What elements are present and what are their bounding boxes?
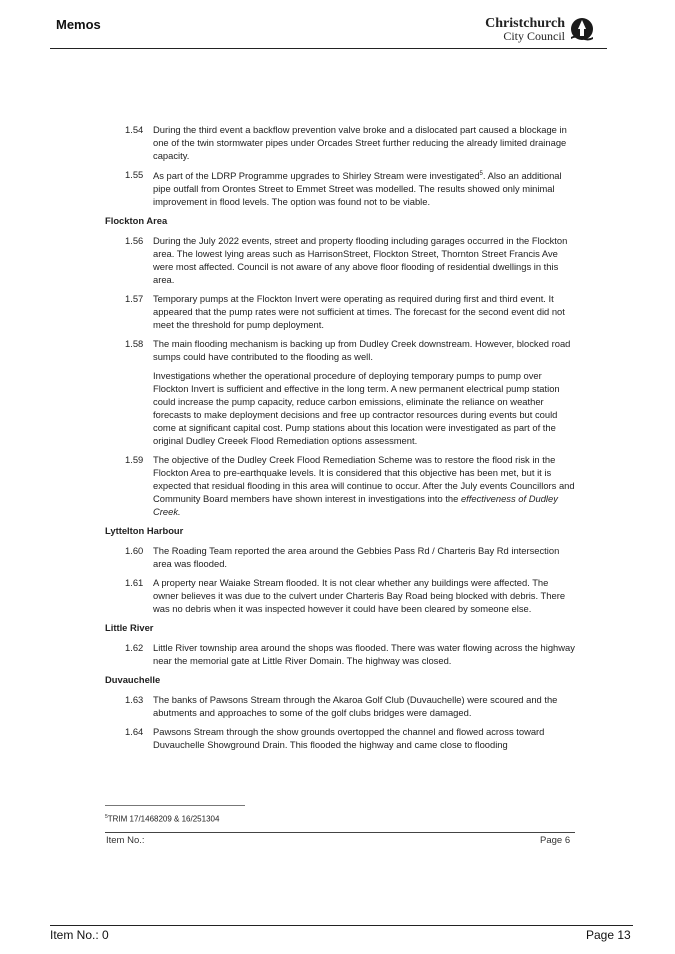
paragraph-number: 1.56 [125,235,144,247]
paragraph-number: 1.61 [125,577,144,589]
paragraph-text: A property near Waiake Stream flooded. It is not clear whether any buildings were affected. The owner believes it was due to the culvert under Charteris Bay Road being blocked with debris. There was no debris when it was inspected however it could have been cleared by someone else. [153,577,566,615]
paragraph-1-63 [105,693,575,719]
paragraph-1-58-continuation: Investigations whether the operational procedure of deploying temporary pumps to pump over Flockton Invert is sufficient and effective in the long term. A new permanent electrical pump station could increase the pump capacity, reduce carbon emissions, eliminate the reliance on weather forecasts to make deployment decisions and free up contractor resources during events but could come at significant capital cost. Pump stations about this location were investigated as part of the original Dudley Creeek Flood Remediation options assessment. [153,370,560,447]
paragraph-number: 1.60 [125,545,144,557]
section-heading-little-river: Little River [105,622,154,634]
paragraph-1-54 [105,123,575,162]
paragraph-text: Little River township area around the shops was flooded. There was water flowing across the highway near the memorial gate at Little River Domain. The highway was closed. [153,642,575,667]
paragraph-text: During the July 2022 events, street and property flooding including garages occurred in the Flockton area. The lowest lying areas such as HarrisonStreet, Flockton Street, Thornton Street Francis Ave were most affected. Council is not aware of any above floor flooding of residential dwellings in this area. [153,235,568,286]
paragraph-1-64 [105,725,575,751]
footer-item-number: Item No.: 0 [50,928,109,942]
footnote-mark: 5 [105,814,108,820]
section-heading-flockton: Flockton Area [105,215,168,227]
logo-line-2: City Council [503,29,565,43]
paragraph-number: 1.55 [125,169,144,180]
paragraph-text: The Roading Team reported the area around the Gebbies Pass Rd / Charteris Bay Rd intersection area was flooded. [153,545,560,570]
inner-footer-divider [105,832,575,833]
inner-item-number: Item No.: [106,835,145,846]
paragraph-text: The main flooding mechanism is backing up from Dudley Creek downstream. However, blocked road sumps could have contributed to the flooding as well. [153,338,571,363]
paragraph-text: During the third event a backflow prevention valve broke and a dislocated part caused a blockage in one of the twin stormwater pipes under Orcades Street further reducing the already limited drainage capacity. [153,124,567,161]
paragraph-text: Pawsons Stream through the show grounds overtopped the channel and flowed across toward Duvauchelle Showground Drain. This flooded the highway and came close to flooding [153,726,545,751]
paragraph-1-56 [105,234,575,286]
inner-page-number: Page 6 [540,835,571,846]
paragraph-number: 1.57 [125,293,144,305]
paragraph-1-60 [105,544,575,570]
logo-line-1: Christchurch [485,16,565,31]
paragraph-number: 1.63 [125,694,144,706]
footnote-reference: 5 [479,171,483,177]
paragraph-text-part: As part of the LDRP Programme upgrades to Shirley Stream were investigated [153,170,480,182]
paragraph-1-58 [105,337,575,363]
memo-body [105,123,575,757]
footer-divider [50,925,633,926]
paragraph-number: 1.64 [125,726,144,738]
paragraph-1-62 [105,641,575,667]
footnote-text: TRIM 17/1468209 & 16/251304 [107,814,220,824]
paragraph-number: 1.62 [125,642,144,654]
paragraph-text-italic: effectiveness of Dudley Creek. [153,493,558,518]
paragraph-1-57 [105,292,575,331]
cathedral-icon [569,17,595,43]
paragraph-number: 1.59 [125,454,144,466]
paragraph-text [153,168,575,208]
footnote-divider [105,805,245,806]
paragraph-text [153,453,575,518]
header-divider [50,48,607,49]
page-header-title: Memos [56,17,101,32]
paragraph-number: 1.58 [125,338,144,350]
footnote [105,814,219,824]
paragraph-text-part: . Also an additional pipe outfall from Orontes Street to Emmet Street was modelled. The results showed only minimal improvement in flood levels. The option was found not to be viable. [153,170,562,208]
section-heading-duvauchelle: Duvauchelle [105,674,161,686]
section-heading-lyttelton: Lyttelton Harbour [105,525,184,537]
footer-page-number: Page 13 [586,928,631,942]
paragraph-1-61 [105,576,575,615]
paragraph-text: Temporary pumps at the Flockton Invert were operating as required during first and third event. It appeared that the pump rates were not sufficient at times. The forecast for the second event did not meet the threshold for pump deployment. [153,293,565,331]
paragraph-text-part: The objective of the Dudley Creek Flood Remediation Scheme was to restore the flood risk in the Flockton Area to pre-earthquake levels. It is considered that this objective has been met, but it is expected that residual flooding in this area will continue to occur. After the July events Councillors and Community Board members have shown interest in investigations into the [153,454,575,505]
paragraph-1-59 [105,453,575,518]
paragraph-text: The banks of Pawsons Stream through the Akaroa Golf Club (Duvauchelle) were scoured and the abutments and approaches to some of the golf clubs bridges were damaged. [153,694,558,719]
paragraph-number: 1.54 [125,124,144,135]
council-logo [485,15,595,45]
paragraph-1-55 [105,168,575,208]
